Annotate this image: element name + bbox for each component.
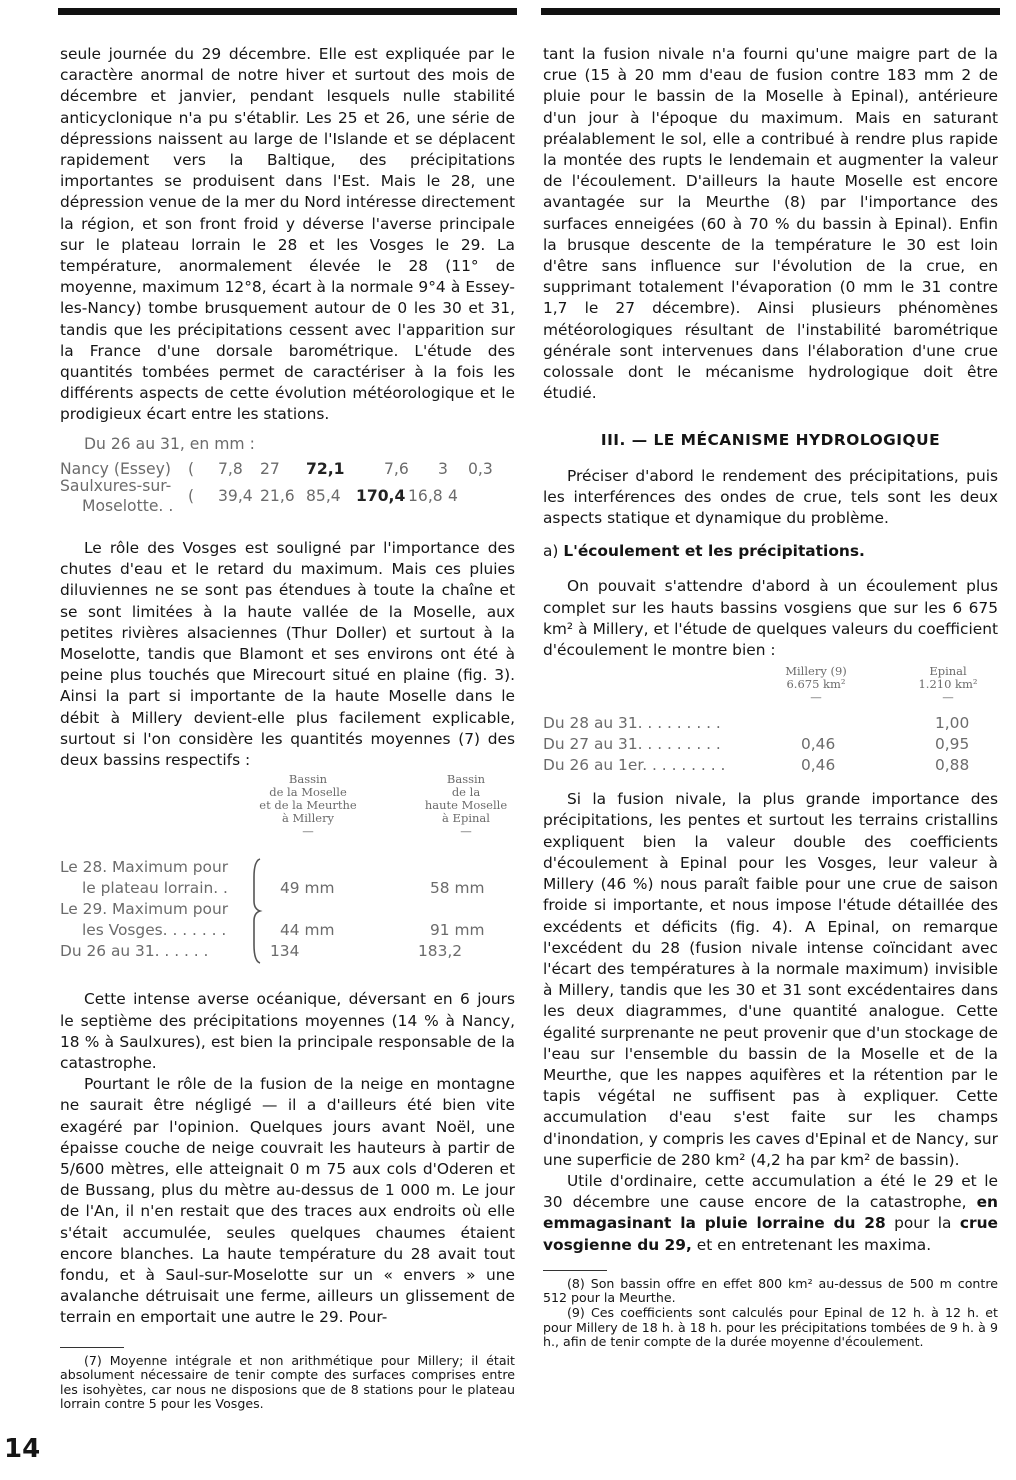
coefficient-table (543, 665, 998, 777)
coef-header-epinal: Epinal 1.210 km² — (918, 664, 978, 705)
left-paragraph-2: Le rôle des Vosges est souligné par l'importance des chutes d'eau et le retard du maximum. Mais ces pluies diluviennes ne se sont pas étendues à toute la chaîne et se sont limitées à la haute vallée de la Moselle, aux petites rivières alsaciennes (Thur Doller) et surtout à la Moselotte, tandis que Blamont et ses environs ont été à peine plus touchés que Mirecourt situé en plaine (fig. 3). Ainsi la part si importante de la haute Moselle dans le débit à Millery devient-elle plus facilement explicable, surtout si l'on considère les quantités moyennes (7) des deux bassins respectifs : (60, 539, 515, 770)
subsection-prefix: a) (543, 542, 559, 561)
station-saulxures-line1: Saulxures-sur- (60, 477, 172, 496)
coef-row-27: Du 27 au 31. . . . . . . . . (543, 735, 721, 754)
table-cell: 27 (260, 459, 280, 478)
table-cell: 7,8 (218, 459, 243, 478)
brace-icon (250, 857, 264, 965)
coef-row-26: Du 26 au 1er. . . . . . . . . (543, 756, 726, 775)
station-saulxures-line2: Moselotte. . (82, 497, 174, 516)
coef-value: 0,46 (801, 735, 836, 754)
table-cell: 39,4 (218, 487, 253, 506)
right-paragraph-1: tant la fusion nivale n'a fourni qu'une maigre part de la crue (15 à 20 mm d'eau de fusion contre 183 mm 2 de pluie pour le bassin de la Moselle à Epinal), antérieure d'un jour à l'époque du maximum. Mais en saturant préalablement le sol, elle a contribué à rendre plus rapide la montée des rupts le lendemain et augmenter la valeur de l'écoulement. D'ailleurs la haute Moselle est encore avantagée sur la Meurthe (8) par l'importance des surfaces enneigées (60 à 70 % du bassin à Epinal). Enfin la brusque descente de la température le 30 est loin d'être sans influence sur l'évolution de la crue, en supprimant totalement l'évaporation (0 mm le 31 contre 1,7 le 27 décembre). Ainsi plusieurs phénomènes météorologiques résultant de l'instabilité barométrique générale sont intervenues dans l'élaboration d'une crue colossale dont le mécanisme hydrologique doit être étudié. (543, 45, 998, 403)
table-cell: 3 (438, 459, 448, 478)
table-cell: 7,6 (384, 459, 409, 478)
section-heading: III. — LE MÉCANISME HYDROLOGIQUE (600, 431, 941, 450)
footnote-8: (8) Son bassin offre en effet 800 km² au-dessus de 500 m contre 512 pour la Meurthe. (543, 1275, 998, 1306)
table-cell: 72,1 (306, 459, 345, 478)
basin-row-28b: le plateau lorrain. . (82, 879, 228, 898)
left-paragraph-4: Pourtant le rôle de la fusion de la neige en montagne ne saurait être négligé — il a d'ailleurs été bien vite exagéré par l'opinion. Quelques jours avant Noël, une épaisse couche de neige couvrait les hauteurs à partir de 5/600 mètres, elle atteignait 0 m 75 aux cols d'Oderen et de Bussang, plus du mètre au-dessus de 1 000 m. Le jour de l'An, il n'en restait que des traces aux endroits où elle s'était accumulée, seules quelques chaumes étaient encore blanches. La haute température du 28 avait tout fondu, et à Saul-sur-Moselotte sur un « envers » une avalanche détruisait une ferme, ailleurs un glissement de terrain en emportait une autre le 29. Pour- (60, 1075, 515, 1327)
brace: ( (188, 459, 195, 478)
right-column (543, 44, 998, 1350)
footnote-7: (7) Moyenne intégrale et non arithmétique pour Millery; il était absolument nécessaire de tenir compte des surfaces comprises entre les isohyètes, car nous ne disposions que de 8 stations pour le plateau lorrain contre 5 pour les Vosges. (60, 1352, 515, 1412)
subsection-heading (543, 541, 998, 562)
right-paragraph-3: On pouvait s'attendre d'abord à un écoulement plus complet sur les hauts bassins vosgiens que sur les 6 675 km² à Millery, et l'étude de quelques valeurs du coefficient d'écoulement le montre bien : (543, 577, 998, 660)
top-rule-left (58, 8, 517, 15)
table-cell: 170,4 (356, 487, 406, 506)
right-paragraph-2: Préciser d'abord le rendement des précipitations, puis les interférences des ondes de crue, tels sont les deux aspects statique et dynamique du problème. (543, 466, 998, 528)
basin-value: 183,2 (418, 942, 463, 961)
table-cell: 16,8 (408, 487, 443, 506)
table-cell: 0,3 (468, 459, 493, 478)
right-paragraph-5: Utile d'ordinaire, cette accumulation a été le 29 et le 30 décembre une cause encore de la catastrophe, en emmagasinant la pluie lorraine du 28 pour la crue vosgienne du 29, et en entretenant les maxima. (543, 1171, 998, 1254)
subsection-title: L'écoulement et les précipitations. (563, 542, 865, 561)
station-nancy: Nancy (Essey) (60, 459, 171, 478)
values-row (188, 486, 458, 507)
page-number: 14 (4, 1434, 41, 1464)
basin-value: 91 mm (430, 921, 485, 940)
basin-header-epinal: Bassin de la haute Moselle à Epinal — (424, 772, 508, 839)
table-cell: 21,6 (260, 487, 295, 506)
basin-row-total: Du 26 au 31. . . . . . (60, 942, 209, 961)
basin-row-28a: Le 28. Maximum pour (60, 858, 229, 877)
table-cell: 4 (448, 487, 458, 506)
footnote-separator (60, 1347, 124, 1348)
basin-value: 49 mm (280, 879, 335, 898)
precipitation-table-title: Du 26 au 31, en mm : (84, 434, 255, 453)
coef-value: 0,88 (935, 756, 970, 775)
table-cell: 85,4 (306, 487, 341, 506)
left-paragraph-3: Cette intense averse océanique, déversant en 6 jours le septième des précipitations moyennes (14 % à Nancy, 18 % à Saulxures), est bien la principale responsable de la catastrophe. (60, 990, 515, 1072)
footnote-9: (9) Ces coefficients sont calculés pour Epinal de 12 h. à 12 h. et pour Millery de 18 h. à 18 h. pour les précipitations tombées de 9 h. à 9 h., afin de tenir compte de la durée moyenne d'écoulement. (543, 1304, 998, 1350)
brace: ( (188, 487, 195, 506)
basin-table (60, 773, 515, 973)
table-row (60, 477, 515, 520)
precipitation-table (60, 434, 515, 520)
coef-value: 1,00 (935, 714, 970, 733)
coef-value: 0,95 (935, 735, 970, 754)
basin-value: 134 (270, 942, 300, 961)
basin-value: 44 mm (280, 921, 335, 940)
left-column (60, 44, 515, 1412)
basin-row-29b: les Vosges. . . . . . . (82, 921, 227, 940)
footnote-separator (543, 1270, 607, 1271)
basin-header-millery: Bassin de la Moselle et de la Meurthe à Millery — (259, 772, 357, 839)
coef-row-28: Du 28 au 31. . . . . . . . . (543, 714, 721, 733)
top-rule-right (541, 8, 1000, 15)
basin-value: 58 mm (430, 879, 485, 898)
coef-value: 0,46 (801, 756, 836, 775)
left-paragraph-1: seule journée du 29 décembre. Elle est expliquée par le caractère anormal de notre hiver et surtout des mois de décembre et janvier, pendant lesquels nulle stabilité anticyclonique n'a pu s'établir. Les 25 et 26, une série de dépressions naissent au large de l'Islande et se déplacent rapidement vers la Baltique, des précipitations importantes se produisent dans l'Est. Mais le 28, une dépression venue de la mer du Nord intéresse directement la région, et son front froid y déverse l'averse principale sur le plateau lorrain le 28 et les Vosges le 29. La température, anormalement élevée le 28 (11° de moyenne, maximum 12°8, écart à la normale 9°4 à Essey-les-Nancy) tombe brusquement autour de 0 les 30 et 31, tandis que les précipitations cessent avec l'apparition sur la France d'une dorsale barométrique. L'étude des quantités tombées permet de caractériser à la fois les différents aspects de cette évolution météorologique et le prodigieux écart entre les stations. (60, 45, 515, 424)
coef-header-millery: Millery (9) 6.675 km² — (785, 664, 847, 705)
basin-row-29a: Le 29. Maximum pour (60, 900, 229, 919)
right-paragraph-4: Si la fusion nivale, la plus grande importance des précipitations, les pentes et surtout les terrains cristallins expliquent bien la valeur double des coefficients d'écoulement à Epinal pour les Vosges, leur valeur à Millery (46 %) nous paraît faible pour une crue de saison froide si importante, et nous impose l'étude détaillée des excédents et déficits (fig. 4). A Epinal, on remarque l'excédent du 28 (fusion nivale intense coïncidant avec l'écart des températures à la normale maximum) invisible à Millery, tandis que les 30 et 31 sont excédentaires dans les deux diagrammes, d'une quantité analogue. Cette égalité surprenante ne peut provenir que d'un stockage de l'eau sur l'ensemble du bassin de la Moselle et de la Meurthe, que les nappes aquifères et la rétention par le tapis végétal ne suffisent pas à expliquer. Cette accumulation d'eau s'est faite sur les champs d'inondation, y compris les caves d'Epinal et de Nancy, sur une superficie de 280 km² (4,2 ha par km² de bassin). (543, 790, 998, 1169)
